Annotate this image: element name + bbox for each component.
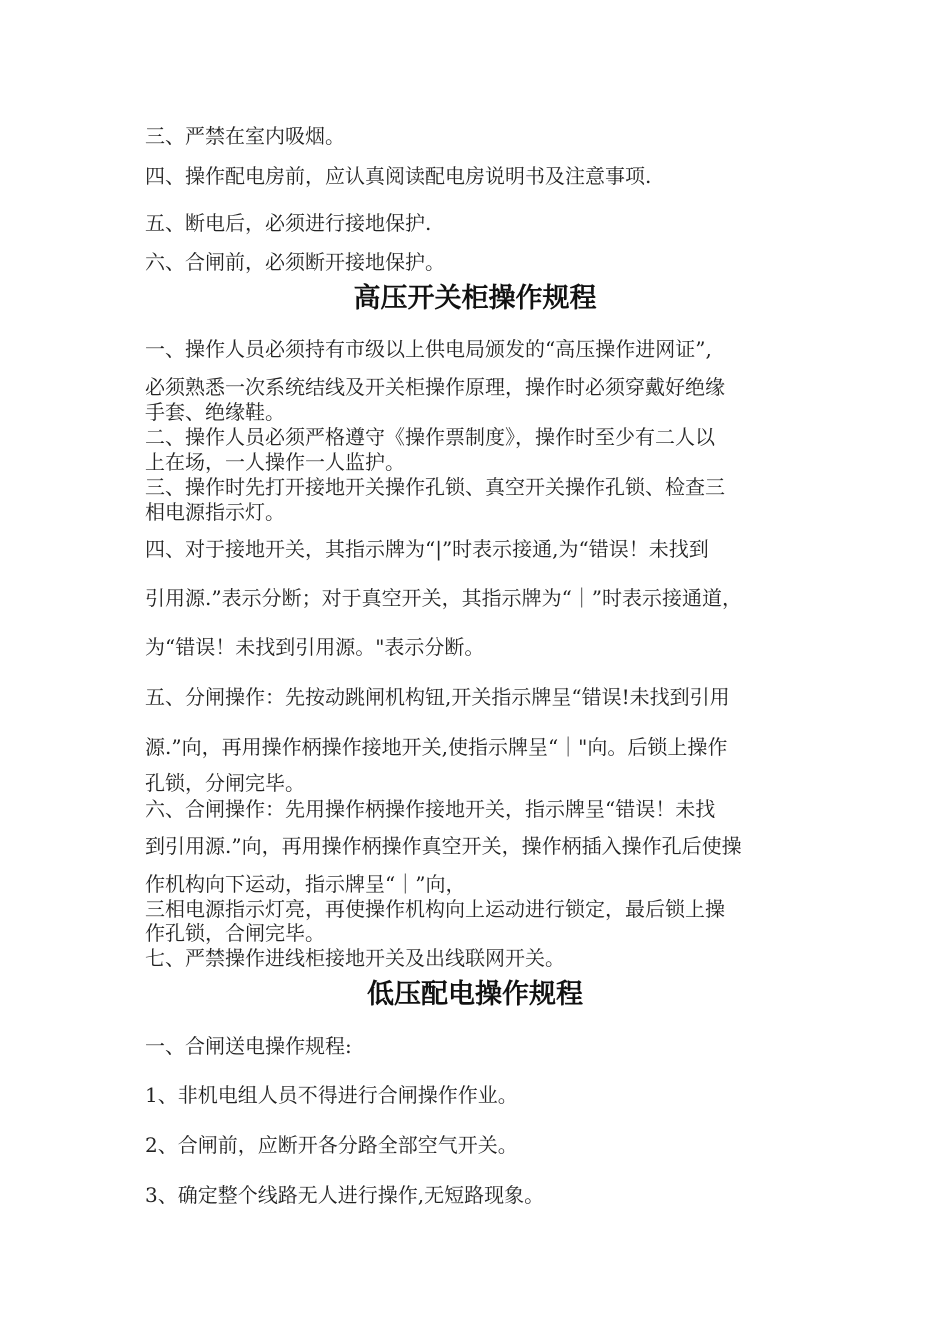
paragraph-line: 作机构向下运动，指示牌呈“｜”向， <box>145 872 466 896</box>
paragraph-line: 三、严禁在室内吸烟。 <box>145 124 345 148</box>
paragraph-line: 一、合闸送电操作规程: <box>145 1034 352 1058</box>
paragraph-line: 二、操作人员必须严格遵守《操作票制度》，操作时至少有二人以 <box>145 425 715 449</box>
section-title: 高压开关柜操作规程 <box>353 283 597 314</box>
paragraph-line: 六、合闸操作：先用操作柄操作接地开关，指示牌呈“错误！未找 <box>145 797 716 821</box>
section-title: 低压配电操作规程 <box>367 979 583 1010</box>
paragraph-line: 相电源指示灯。 <box>145 500 285 524</box>
paragraph-line: 五、断电后，必须进行接地保护. <box>145 211 432 235</box>
paragraph-line: 源.”向，再用操作柄操作接地开关,使指示牌呈“｜"向。后锁上操作 <box>145 735 728 759</box>
paragraph-line: 孔锁，分闸完毕。 <box>145 771 305 795</box>
paragraph-line: 作孔锁，合闸完毕。 <box>145 921 325 945</box>
paragraph-line: 引用源.”表示分断；对于真空开关，其指示牌为“｜”时表示接通道， <box>145 586 743 610</box>
paragraph-line: 1、非机电组人员不得进行合闸操作作业。 <box>145 1083 518 1107</box>
paragraph-line: 三相电源指示灯亮，再使操作机构向上运动进行锁定，最后锁上操 <box>145 897 725 921</box>
paragraph-line: 七、严禁操作进线柜接地开关及出线联网开关。 <box>145 946 565 970</box>
paragraph-line: 3、确定整个线路无人进行操作,无短路现象。 <box>145 1183 545 1207</box>
paragraph-line: 到引用源.”向，再用操作柄操作真空开关，操作柄插入操作孔后使操 <box>145 834 742 858</box>
paragraph-line: 三、操作时先打开接地开关操作孔锁、真空开关操作孔锁、检查三 <box>145 475 725 499</box>
paragraph-line: 必须熟悉一次系统结线及开关柜操作原理，操作时必须穿戴好绝缘 <box>145 375 725 399</box>
paragraph-line: 四、对于接地开关，其指示牌为“|”时表示接通,为“错误！未找到 <box>145 537 709 561</box>
paragraph-line: 一、操作人员必须持有市级以上供电局颁发的“高压操作进网证”, <box>145 337 712 361</box>
paragraph-line: 五、分闸操作：先按动跳闸机构钮,开关指示牌呈“错误!未找到引用 <box>145 685 730 709</box>
paragraph-line: 六、合闸前，必须断开接地保护。 <box>145 250 445 274</box>
paragraph-line: 四、操作配电房前，应认真阅读配电房说明书及注意事项. <box>145 164 652 188</box>
paragraph-line: 为“错误！未找到引用源。"表示分断。 <box>145 635 485 659</box>
paragraph-line: 上在场，一人操作一人监护。 <box>145 450 405 474</box>
paragraph-line: 手套、绝缘鞋。 <box>145 400 285 424</box>
paragraph-line: 2、合闸前，应断开各分路全部空气开关。 <box>145 1133 518 1157</box>
